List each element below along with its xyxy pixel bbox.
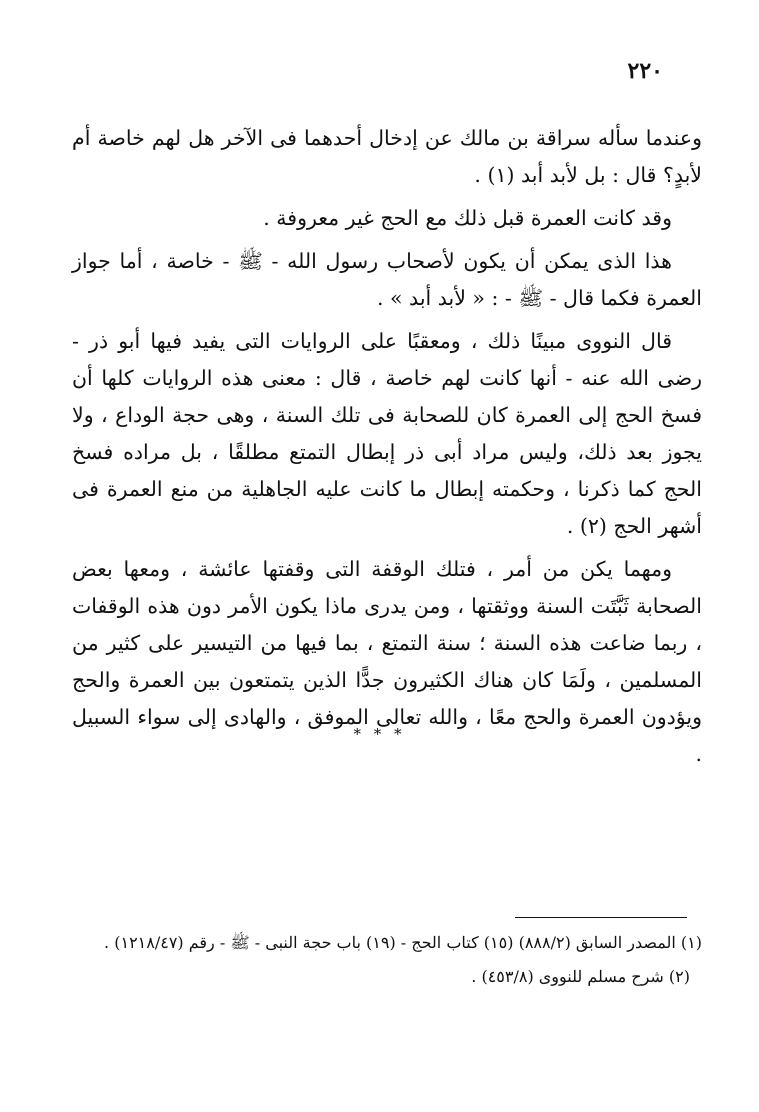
paragraph-sarqa-question: وعندما سأله سراقة بن مالك عن إدخال أحدهما فى الآخر هل لهم خاصة أم لأبدٍ؟ قال : بل لأبد أبد (١) . — [72, 126, 702, 187]
section-separator: * * * — [353, 725, 406, 743]
paragraph-umrah-unknown: وقد كانت العمرة قبل ذلك مع الحج غير معروفة . — [263, 206, 672, 230]
paragraph-nawawi-explanation: قال النووى مبينًا ذلك ، ومعقبًا على الروايات التى يفيد فيها أبو ذر - رضى الله عنه - أنها كانت لهم خاصة ، قال : معنى هذه الروايات كلها أن فسخ الحج إلى العمرة كان للصحابة فى تلك السنة ، وهى حجة الوداع ، ولا يجوز بعد ذلك، وليس مراد أبى ذر إبطال التمتع مطلقًا ، بل مراده فسخ الحج كما ذكرنا ، وحكمته إبطال ما كانت عليه الجاهلية من منع العمرة فى أشهر الحج (٢) . — [72, 329, 702, 538]
paragraph-companions-special: هذا الذى يمكن أن يكون لأصحاب رسول الله - ﷺ - خاصة ، أما جواز العمرة فكما قال - ﷺ - : « لأبد أبد » . — [72, 249, 702, 310]
footnote-2: (٢) شرح مسلم للنووى (٤٥٣/٨) . — [471, 967, 690, 986]
main-text — [72, 120, 702, 773]
footnote-1: (١) المصدر السابق (٨٨٨/٢) (١٥) كتاب الحج - (١٩) باب حجة النبى - ﷺ - رقم (١٢١٨/٤٧) . — [104, 933, 702, 952]
footnote-divider — [515, 917, 687, 918]
footnotes — [72, 928, 702, 992]
paragraph-aisha-stance: ومهما يكن من أمر ، فتلك الوقفة التى وقفتها عائشة ، ومعها بعض الصحابة ثَبَّتَت السنة ووثقتها ، ومن يدرى ماذا يكون الأمر دون هذه الوقفات ، ربما ضاعت هذه السنة ؛ سنة التمتع ، بما فيها من التيسير على كثير من المسلمين ، ولَمَا كان هناك الكثيرون جدًّا الذين يتمتعون بين العمرة والحج ويؤدون العمرة والحج معًا ، والله تعالى الموفق ، والهادى إلى سواء السبيل . — [72, 557, 702, 766]
page-number: ٢٢٠ — [627, 58, 663, 84]
